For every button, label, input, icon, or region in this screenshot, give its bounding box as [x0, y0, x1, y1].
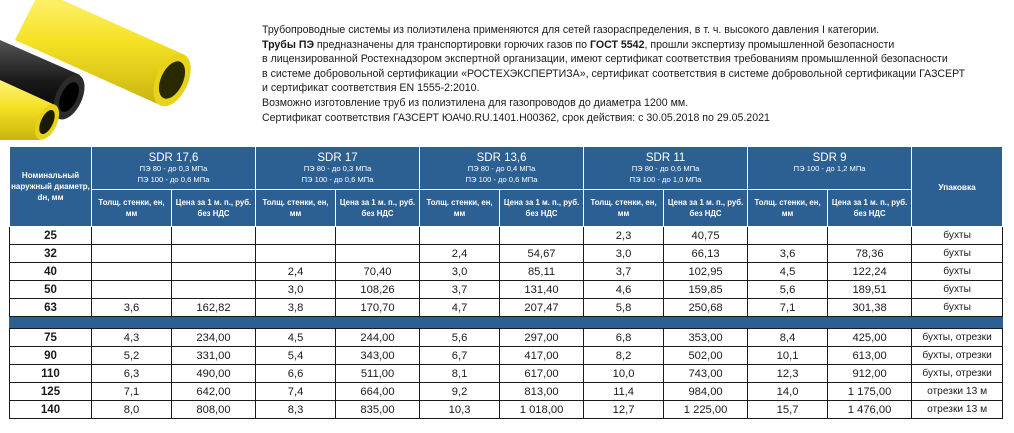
price-cell: 85,11: [500, 263, 584, 281]
diameter-cell: 110: [10, 365, 92, 383]
price-cell: 234,00: [172, 329, 256, 347]
header-sdr-13-6: [420, 147, 584, 190]
price-cell: 490,00: [172, 365, 256, 383]
price-cell: [336, 245, 420, 263]
diameter-cell: 63: [10, 299, 92, 317]
wall-thickness-cell: 12,7: [584, 401, 664, 419]
wall-thickness-cell: [420, 227, 500, 245]
wall-thickness-cell: 8,1: [420, 365, 500, 383]
packaging-cell: бухты: [912, 299, 1003, 317]
wall-thickness-cell: 6,7: [420, 347, 500, 365]
price-cell: 511,00: [336, 365, 420, 383]
price-cell: 502,00: [664, 347, 748, 365]
price-cell: 102,95: [664, 263, 748, 281]
header-wall-thickness: Толщ. стенки, eн, мм: [748, 190, 828, 227]
table-row: [10, 365, 1003, 383]
price-cell: 159,85: [664, 281, 748, 299]
price-cell: [172, 245, 256, 263]
wall-thickness-cell: 5,6: [420, 329, 500, 347]
diameter-cell: 125: [10, 383, 92, 401]
intro-line-7: Сертификат соответствия ГАЗСЕРТ ЮАЧ0.RU.1401.H00362, срок действия: с 30.05.2018 по 29.05.2021: [262, 111, 770, 124]
packaging-cell: бухты: [912, 281, 1003, 299]
price-cell: 1 018,00: [500, 401, 584, 419]
header-price: Цена за 1 м. п., руб. без НДС: [664, 190, 748, 227]
price-cell: 613,00: [828, 347, 912, 365]
packaging-cell: бухты: [912, 263, 1003, 281]
sdr-pressure-line-2: ПЭ 100 - до 0,6 МПа: [301, 174, 374, 184]
intro-gost-bold: ГОСТ 5542: [589, 38, 645, 51]
packaging-cell: бухты: [912, 245, 1003, 263]
sdr-pressure-line-2: ПЭ 100 - до 0,6 МПа: [137, 174, 210, 184]
wall-thickness-cell: [92, 245, 172, 263]
header-price: Цена за 1 м. п., руб. без НДС: [500, 190, 584, 227]
header-wall-thickness: Толщ. стенки, eн, мм: [256, 190, 336, 227]
wall-thickness-cell: 10,0: [584, 365, 664, 383]
wall-thickness-cell: 4,7: [420, 299, 500, 317]
wall-thickness-cell: 3,7: [584, 263, 664, 281]
price-cell: 54,67: [500, 245, 584, 263]
price-cell: 207,47: [500, 299, 584, 317]
intro-line-2-mid: предназначены для транспортировки горючих газов по: [313, 38, 590, 51]
price-cell: 912,00: [828, 365, 912, 383]
wall-thickness-cell: 8,4: [748, 329, 828, 347]
wall-thickness-cell: 6,3: [92, 365, 172, 383]
table-row: [10, 227, 1003, 245]
table-row: [10, 383, 1003, 401]
intro-line-4: в системе добровольной сертификации «РОСТЕХЭКСПЕРТИЗА», сертификат соответствия в системе добровольной сертификации ГАЗСЕРТ: [262, 67, 966, 80]
price-cell: 170,70: [336, 299, 420, 317]
wall-thickness-cell: [92, 281, 172, 299]
price-cell: [336, 227, 420, 245]
sdr-title: SDR 17,6: [148, 152, 199, 164]
price-cell: 331,00: [172, 347, 256, 365]
price-cell: 353,00: [664, 329, 748, 347]
wall-thickness-cell: 4,5: [748, 263, 828, 281]
sdr-pressure-line-2: ПЭ 100 - до 0,6 МПа: [465, 174, 538, 184]
wall-thickness-cell: 3,0: [256, 281, 336, 299]
wall-thickness-cell: 5,8: [584, 299, 664, 317]
price-cell: 808,00: [172, 401, 256, 419]
diameter-cell: 90: [10, 347, 92, 365]
price-cell: [172, 281, 256, 299]
separator-bar: [10, 317, 1003, 329]
intro-pipes-bold: Трубы ПЭ: [262, 38, 314, 51]
table-row: [10, 281, 1003, 299]
price-cell: 984,00: [664, 383, 748, 401]
table-row: [10, 347, 1003, 365]
header-wall-thickness: Толщ. стенки, eн, мм: [584, 190, 664, 227]
intro-line-2-end: , прошли экспертизу промышленной безопасности: [644, 38, 895, 51]
wall-thickness-cell: 2,4: [256, 263, 336, 281]
wall-thickness-cell: 3,7: [420, 281, 500, 299]
header-wall-thickness: Толщ. стенки, eн, мм: [92, 190, 172, 227]
wall-thickness-cell: 6,8: [584, 329, 664, 347]
sdr-title: SDR 9: [812, 152, 847, 164]
price-cell: 743,00: [664, 365, 748, 383]
intro-line-2: [262, 38, 1007, 53]
table-row: [10, 401, 1003, 419]
sdr-pressure-line-1: ПЭ 80 - до 0,6 МПа: [631, 164, 700, 173]
intro-line-1: Трубопроводные системы из полиэтилена применяются для сетей газораспределения, в т. ч. высокого давления I категории.: [262, 24, 880, 36]
price-cell: 189,51: [828, 281, 912, 299]
price-cell: 70,40: [336, 263, 420, 281]
wall-thickness-cell: 2,4: [420, 245, 500, 263]
price-cell: 642,00: [172, 383, 256, 401]
price-cell: 813,00: [500, 383, 584, 401]
price-cell: 617,00: [500, 365, 584, 383]
sdr-pressure-line-2: ПЭ 100 - до 1,0 МПа: [629, 174, 702, 184]
wall-thickness-cell: 3,0: [584, 245, 664, 263]
price-cell: 40,75: [664, 227, 748, 245]
price-cell: 835,00: [336, 401, 420, 419]
header-wall-thickness: Толщ. стенки, eн, мм: [420, 190, 500, 227]
wall-thickness-cell: 6,6: [256, 365, 336, 383]
diameter-cell: 40: [10, 263, 92, 281]
price-cell: 131,40: [500, 281, 584, 299]
header-nominal-diameter: Номинальный наружный диаметр, dн, мм: [10, 147, 92, 227]
pricing-table-body: [10, 227, 1003, 419]
header-price: Цена за 1 м. п., руб. без НДС: [336, 190, 420, 227]
header-sdr-17-6: [92, 147, 256, 190]
wall-thickness-cell: 12,3: [748, 365, 828, 383]
intro-line-3: в лицензированной Ростехнадзором экспертной организации, имеют сертификат соответствия требованиям промышленной безопасности: [262, 53, 948, 66]
wall-thickness-cell: 10,1: [748, 347, 828, 365]
price-cell: 66,13: [664, 245, 748, 263]
price-cell: 417,00: [500, 347, 584, 365]
price-cell: 250,68: [664, 299, 748, 317]
wall-thickness-cell: 7,1: [748, 299, 828, 317]
sdr-pressure-line-1: ПЭ 80 - до 0,4 МПа: [467, 164, 536, 173]
wall-thickness-cell: 8,3: [256, 401, 336, 419]
price-cell: 78,36: [828, 245, 912, 263]
wall-thickness-cell: 15,7: [748, 401, 828, 419]
packaging-cell: бухты: [912, 227, 1003, 245]
packaging-cell: отрезки 13 м: [912, 383, 1003, 401]
wall-thickness-cell: [92, 227, 172, 245]
wall-thickness-cell: 8,0: [92, 401, 172, 419]
header-sdr-11: [584, 147, 748, 190]
wall-thickness-cell: [256, 227, 336, 245]
wall-thickness-cell: 5,2: [92, 347, 172, 365]
price-cell: [500, 227, 584, 245]
wall-thickness-cell: 11,4: [584, 383, 664, 401]
wall-thickness-cell: 2,3: [584, 227, 664, 245]
wall-thickness-cell: 3,6: [748, 245, 828, 263]
packaging-cell: бухты, отрезки: [912, 329, 1003, 347]
price-cell: [172, 227, 256, 245]
wall-thickness-cell: 5,4: [256, 347, 336, 365]
wall-thickness-cell: 4,3: [92, 329, 172, 347]
pricing-table: [9, 146, 1003, 419]
price-cell: 244,00: [336, 329, 420, 347]
pipes-illustration: [0, 0, 240, 140]
header-price: Цена за 1 м. п., руб. без НДС: [828, 190, 912, 227]
wall-thickness-cell: 5,6: [748, 281, 828, 299]
diameter-cell: 25: [10, 227, 92, 245]
header-packaging: Упаковка: [912, 147, 1003, 227]
price-cell: 1 175,00: [828, 383, 912, 401]
price-cell: 343,00: [336, 347, 420, 365]
table-row: [10, 329, 1003, 347]
sdr-pressure-line-1: ПЭ 80 - до 0,3 МПа: [139, 164, 208, 173]
price-cell: [828, 227, 912, 245]
sdr-title: SDR 11: [645, 152, 686, 164]
diameter-cell: 32: [10, 245, 92, 263]
table-row: [10, 263, 1003, 281]
header-sdr-17: [256, 147, 420, 190]
header-sdr-9: [748, 147, 912, 190]
diameter-cell: 140: [10, 401, 92, 419]
wall-thickness-cell: [92, 263, 172, 281]
intro-line-5: и сертификат соответствия EN 1555-2:2010.: [262, 82, 480, 95]
wall-thickness-cell: 7,4: [256, 383, 336, 401]
sdr-title: SDR 13,6: [476, 152, 527, 164]
wall-thickness-cell: 3,0: [420, 263, 500, 281]
packaging-cell: бухты, отрезки: [912, 347, 1003, 365]
table-row: [10, 299, 1003, 317]
price-cell: 1 225,00: [664, 401, 748, 419]
table-separator: [10, 317, 1003, 329]
packaging-cell: бухты, отрезки: [912, 365, 1003, 383]
wall-thickness-cell: 3,6: [92, 299, 172, 317]
intro-line-6: Возможно изготовление труб из полиэтилена для газопроводов до диаметра 1200 мм.: [262, 96, 689, 109]
wall-thickness-cell: [748, 227, 828, 245]
price-cell: 301,38: [828, 299, 912, 317]
wall-thickness-cell: [256, 245, 336, 263]
wall-thickness-cell: 4,6: [584, 281, 664, 299]
intro-text: [262, 23, 1007, 125]
price-cell: 108,26: [336, 281, 420, 299]
packaging-cell: отрезки 13 м: [912, 401, 1003, 419]
price-cell: 122,24: [828, 263, 912, 281]
wall-thickness-cell: 7,1: [92, 383, 172, 401]
diameter-cell: 75: [10, 329, 92, 347]
wall-thickness-cell: 8,2: [584, 347, 664, 365]
wall-thickness-cell: 14,0: [748, 383, 828, 401]
header-price: Цена за 1 м. п., руб. без НДС: [172, 190, 256, 227]
table-row: [10, 245, 1003, 263]
wall-thickness-cell: 4,5: [256, 329, 336, 347]
diameter-cell: 50: [10, 281, 92, 299]
price-cell: [172, 263, 256, 281]
price-cell: 425,00: [828, 329, 912, 347]
sdr-pressure-line-1: ПЭ 80 - до 0,3 МПа: [303, 164, 372, 173]
sdr-pressure-line-1: ПЭ 100 - до 1,2 МПа: [793, 164, 866, 173]
price-cell: 1 476,00: [828, 401, 912, 419]
price-cell: 664,00: [336, 383, 420, 401]
wall-thickness-cell: 10,3: [420, 401, 500, 419]
wall-thickness-cell: 3,8: [256, 299, 336, 317]
price-cell: 297,00: [500, 329, 584, 347]
sdr-title: SDR 17: [317, 152, 358, 164]
price-cell: 162,82: [172, 299, 256, 317]
wall-thickness-cell: 9,2: [420, 383, 500, 401]
